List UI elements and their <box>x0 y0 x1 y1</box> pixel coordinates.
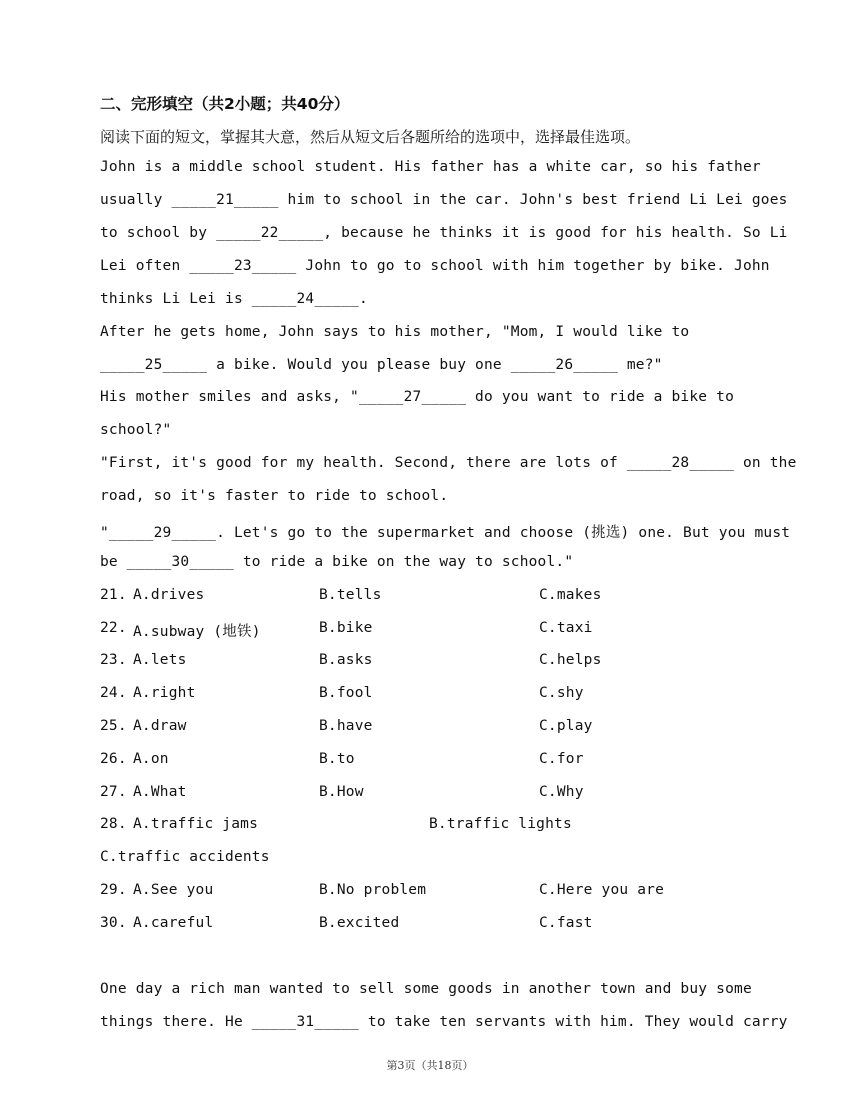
question-options-22 <box>100 620 780 640</box>
option-c: C.Here you are <box>539 882 665 898</box>
question-options-28-cont <box>100 849 780 869</box>
question-options-28 <box>100 816 780 836</box>
page-footer: 第3页（共18页） <box>386 1059 474 1072</box>
option-a: A.right <box>133 685 196 701</box>
passage-line: His mother smiles and asks, "_____27_____ do you want to ride a bike to <box>100 389 735 405</box>
option-a: A.on <box>133 751 169 767</box>
option-c: C.taxi <box>539 620 593 636</box>
option-b: B.bike <box>319 620 373 636</box>
option-b: B.tells <box>319 587 382 603</box>
question-options-23 <box>100 652 780 672</box>
question-options-21 <box>100 587 780 607</box>
passage-line: Lei often _____23_____ John to go to school with him together by bike. John <box>100 258 770 274</box>
question-number: 29. <box>100 882 127 898</box>
passage-line: road, so it's faster to ride to school. <box>100 488 449 504</box>
option-b: B.have <box>319 718 373 734</box>
option-a: A.See you <box>133 882 214 898</box>
passage-line: After he gets home, John says to his mother, "Mom, I would like to <box>100 324 690 340</box>
option-c: C.fast <box>539 915 593 931</box>
question-options-24 <box>100 685 780 705</box>
option-a: A.draw <box>133 718 187 734</box>
option-c: C.traffic accidents <box>100 849 270 865</box>
section-heading: 二、完形填空（共2小题；共40分） <box>100 95 350 113</box>
option-c: C.shy <box>539 685 584 701</box>
option-a: A.traffic jams <box>133 816 259 832</box>
section-instruction: 阅读下面的短文，掌握其大意，然后从短文后各题所给的选项中，选择最佳选项。 <box>100 128 641 146</box>
question-number: 28. <box>100 816 127 832</box>
option-b: B.to <box>319 751 355 767</box>
passage-line: One day a rich man wanted to sell some goods in another town and buy some <box>100 981 752 997</box>
option-a: A.subway (地铁) <box>133 624 261 640</box>
option-c: C.helps <box>539 652 602 668</box>
option-c: C.play <box>539 718 593 734</box>
option-c: C.for <box>539 751 584 767</box>
option-a: A.What <box>133 784 187 800</box>
question-number: 30. <box>100 915 127 931</box>
question-options-30 <box>100 915 780 935</box>
passage-line: usually _____21_____ him to school in the car. John's best friend Li Lei goes <box>100 192 788 208</box>
option-c: C.makes <box>539 587 602 603</box>
option-b: B.asks <box>319 652 373 668</box>
passage-line: be _____30_____ to ride a bike on the way to school." <box>100 554 574 570</box>
option-c: C.Why <box>539 784 584 800</box>
passage-line: thinks Li Lei is _____24_____. <box>100 291 368 307</box>
passage-line: to school by _____22_____, because he thinks it is good for his health. So Li <box>100 225 788 241</box>
option-b: B.traffic lights <box>429 816 572 832</box>
passage-line: _____25_____ a bike. Would you please buy one _____26_____ me?" <box>100 357 663 373</box>
passage-line: John is a middle school student. His father has a white car, so his father <box>100 159 761 175</box>
passage-line: "_____29_____. Let's go to the supermarket and choose (挑选) one. But you must <box>100 525 791 541</box>
question-number: 26. <box>100 751 127 767</box>
option-b: B.No problem <box>319 882 427 898</box>
question-number: 25. <box>100 718 127 734</box>
question-number: 21. <box>100 587 127 603</box>
question-options-27 <box>100 784 780 804</box>
option-b: B.excited <box>319 915 400 931</box>
option-a: A.lets <box>133 652 187 668</box>
passage-line: things there. He _____31_____ to take ten servants with him. They would carry <box>100 1014 788 1030</box>
question-number: 24. <box>100 685 127 701</box>
option-a: A.careful <box>133 915 214 931</box>
question-number: 27. <box>100 784 127 800</box>
question-options-26 <box>100 751 780 771</box>
question-options-29 <box>100 882 780 902</box>
option-b: B.fool <box>319 685 373 701</box>
option-b: B.How <box>319 784 364 800</box>
question-number: 23. <box>100 652 127 668</box>
passage-line: "First, it's good for my health. Second, there are lots of _____28_____ on the <box>100 455 797 471</box>
question-number: 22. <box>100 620 127 636</box>
passage-line: school?" <box>100 422 172 438</box>
option-a: A.drives <box>133 587 205 603</box>
question-options-25 <box>100 718 780 738</box>
